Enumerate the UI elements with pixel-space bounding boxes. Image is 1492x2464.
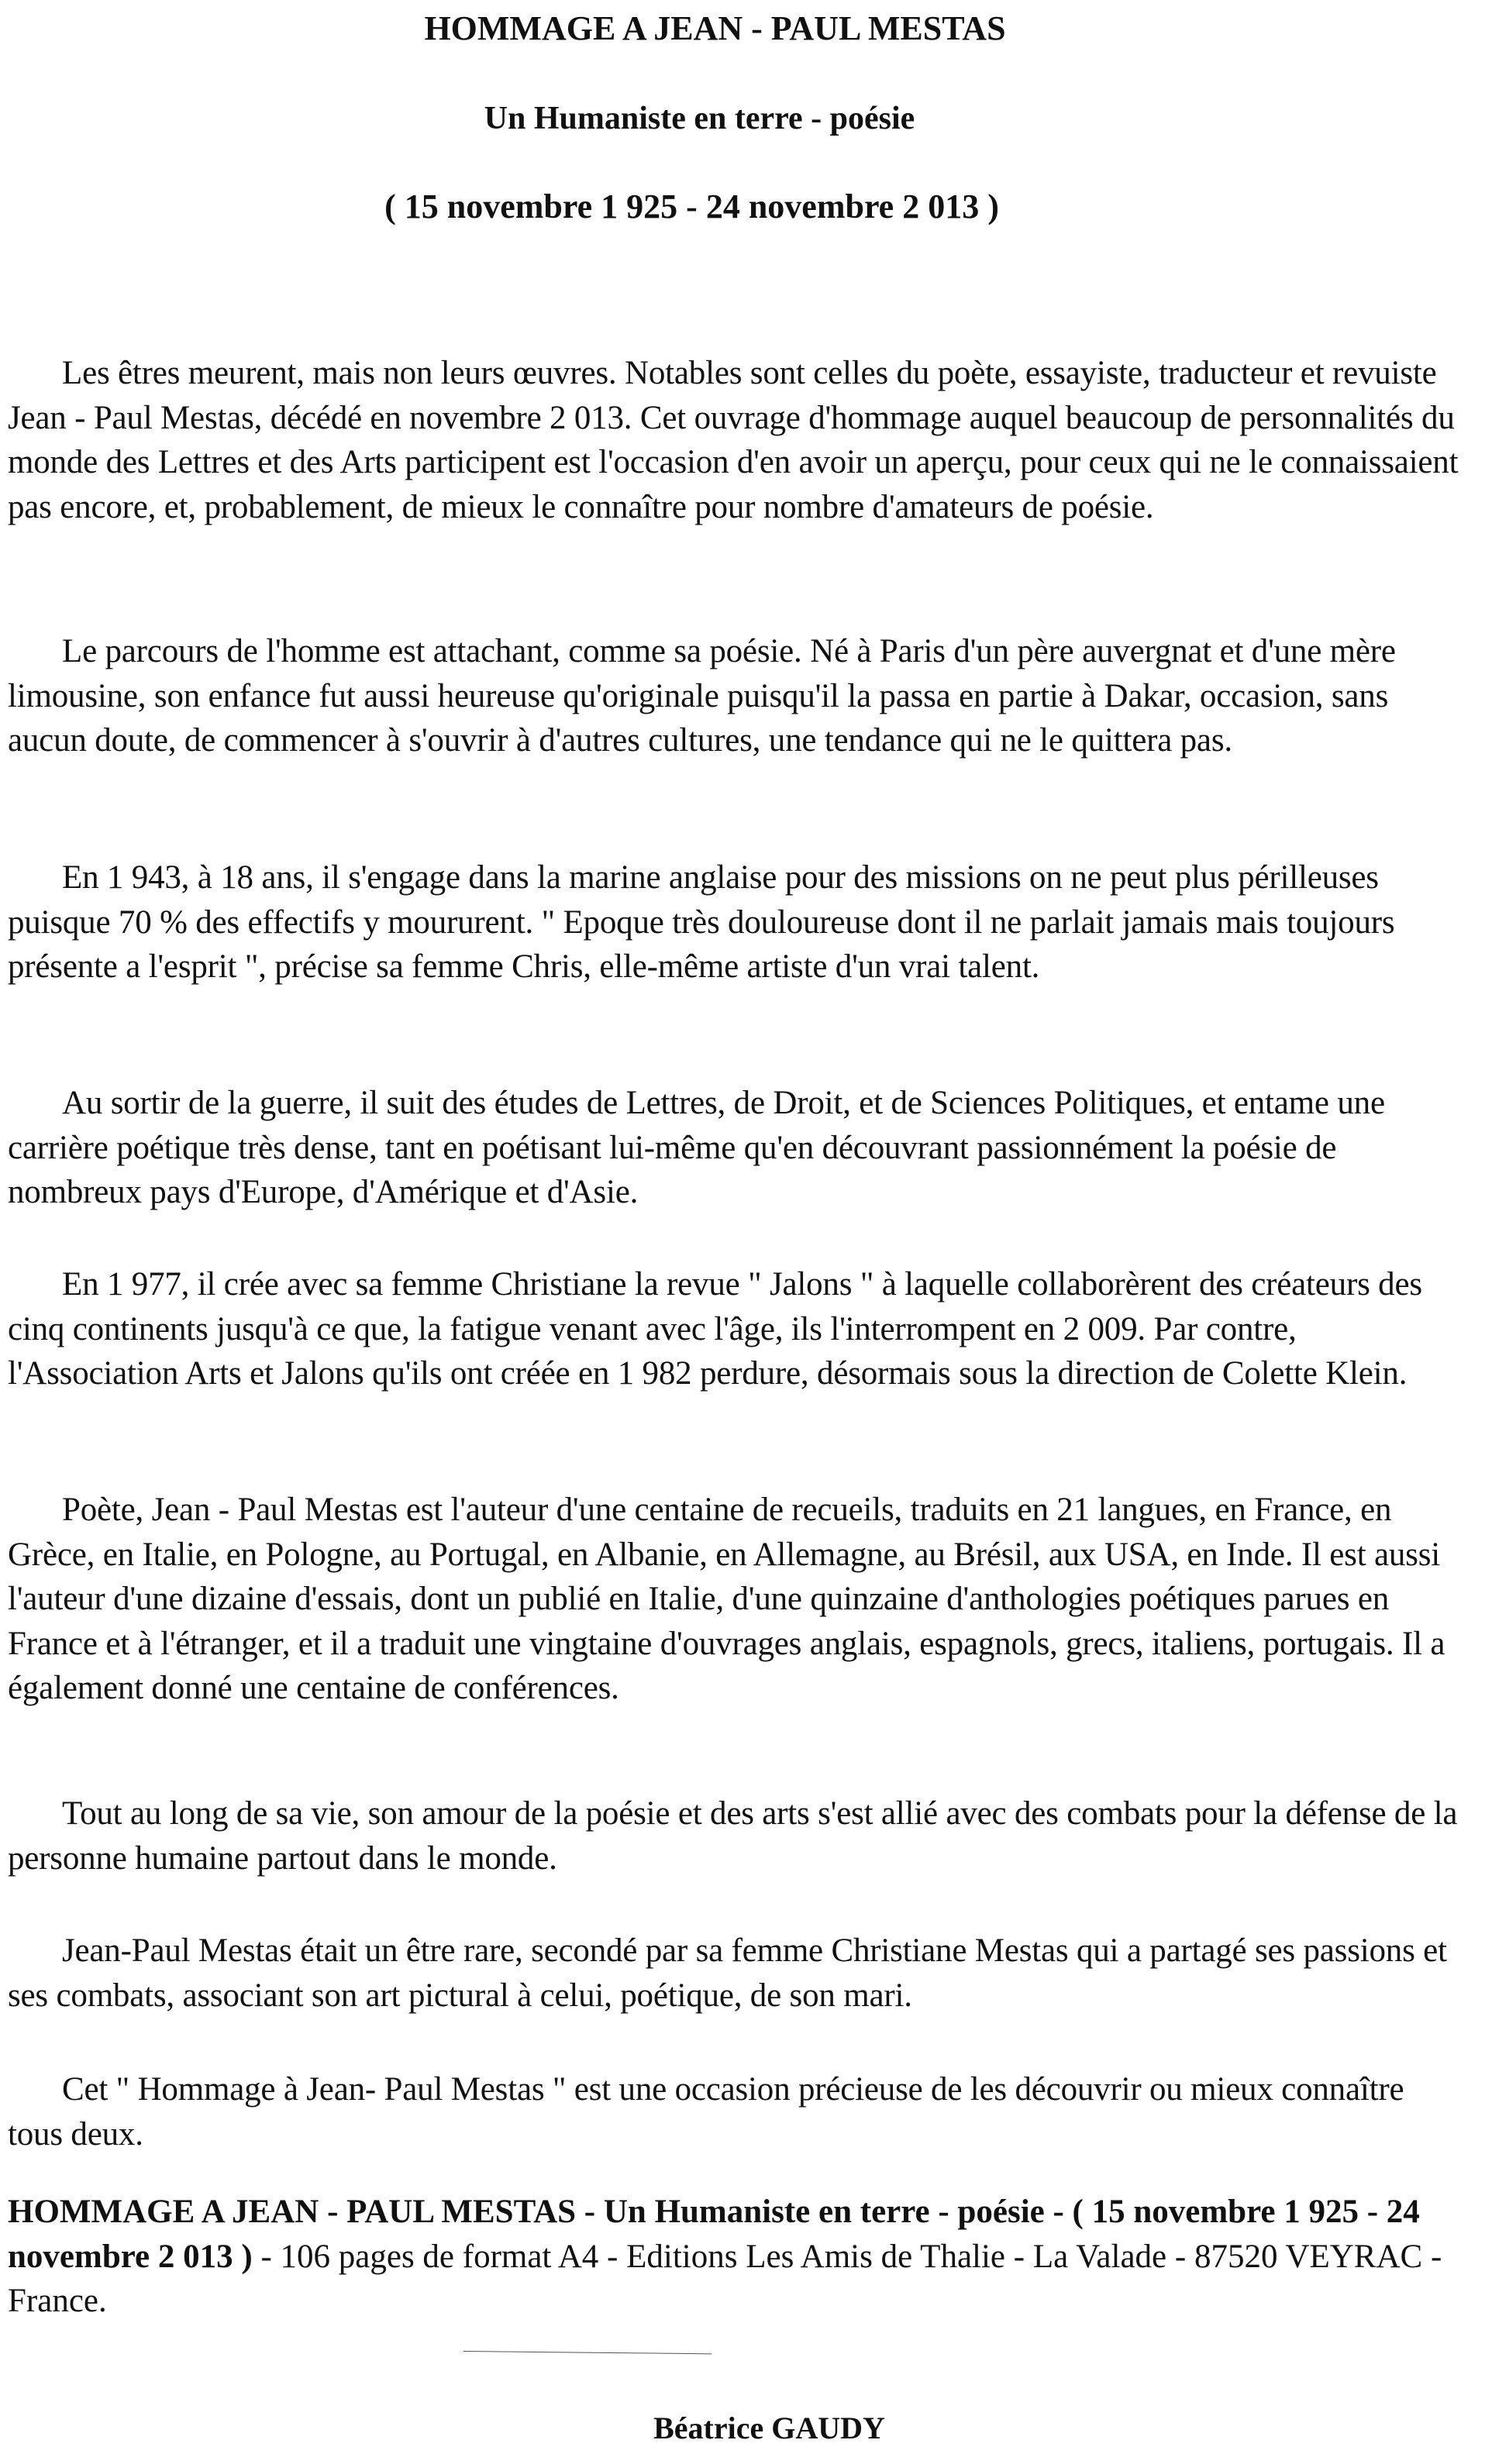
paragraph-combats bbox=[8, 1791, 1465, 1881]
paragraph-jalons bbox=[8, 1262, 1465, 1396]
paragraph-text: Jean-Paul Mestas était un être rare, secondé par sa femme Christiane Mestas qui a partagé ses passions et ses combats, associant son art pictural à celui, poétique, de son mari. bbox=[8, 1932, 1447, 2014]
document-subtitle: Un Humaniste en terre - poésie bbox=[484, 101, 915, 136]
paragraph-intro bbox=[8, 351, 1465, 529]
book-reference bbox=[8, 2190, 1465, 2324]
document-dates: ( 15 novembre 1 925 - 24 novembre 2 013 ) bbox=[384, 188, 999, 225]
paragraph-christiane bbox=[8, 1929, 1465, 2018]
paragraph-war bbox=[8, 855, 1465, 989]
author-signature: Béatrice GAUDY bbox=[653, 2411, 885, 2445]
paragraph-biography bbox=[8, 629, 1465, 763]
paragraph-text: Les êtres meurent, mais non leurs œuvres. Notables sont celles du poète, essayiste, traducteur et revuiste Jean - Paul Mestas, décédé en novembre 2 013. Cet ouvrage d'hommage auquel beaucoup de personnalités du monde des Lettres et des Arts participent est l'occasion d'en avoir un aperçu, pour ceux qui ne le connaissaient pas encore, et, probablement, de mieux le connaître pour nombre d'amateurs de poésie. bbox=[8, 355, 1459, 525]
paragraph-text: Au sortir de la guerre, il suit des études de Lettres, de Droit, et de Sciences Politiques, et entame une carrière poétique très dense, tant en poétisant lui-même qu'en découvrant passionnément la poésie de nombreux pays d'Europe, d'Amérique et d'Asie. bbox=[8, 1085, 1385, 1210]
paragraph-conclusion bbox=[8, 2067, 1465, 2156]
book-reference-details: - 106 pages de format A4 - Editions Les Amis de Thalie - La Valade - 87520 VEYRAC - France. bbox=[8, 2238, 1442, 2319]
paragraph-text: Le parcours de l'homme est attachant, comme sa poésie. Né à Paris d'un père auvergnat et d'une mère limousine, son enfance fut aussi heureuse qu'originale puisqu'il la passa en partie à Dakar, occasion, sans aucun doute, de commencer à s'ouvrir à d'autres cultures, une tendance qui ne le quittera pas. bbox=[8, 633, 1396, 759]
paragraph-text: Tout au long de sa vie, son amour de la poésie et des arts s'est allié avec des combats pour la défense de la personne humaine partout dans le monde. bbox=[8, 1795, 1458, 1877]
paragraph-text: En 1 943, à 18 ans, il s'engage dans la marine anglaise pour des missions on ne peut plus périlleuses puisque 70 % des effectifs y moururent. " Epoque très douloureuse dont il ne parlait jamais mais toujours présente a l'esprit ", précise sa femme Chris, elle-même artiste d'un vrai talent. bbox=[8, 859, 1395, 985]
paragraph-works bbox=[8, 1488, 1465, 1711]
paragraph-text: Cet " Hommage à Jean- Paul Mestas " est une occasion précieuse de les découvrir ou mieux connaître tous deux. bbox=[8, 2071, 1404, 2153]
document-title: HOMMAGE A JEAN - PAUL MESTAS bbox=[424, 9, 1006, 47]
paragraph-studies bbox=[8, 1081, 1465, 1215]
divider-line bbox=[463, 2351, 712, 2354]
paragraph-text: En 1 977, il crée avec sa femme Christiane la revue " Jalons " à laquelle collaborèrent des créateurs des cinq continents jusqu'à ce que, la fatigue venant avec l'âge, ils l'interrompent en 2 009. Par contre, l'Association Arts et Jalons qu'ils ont créée en 1 982 perdure, désormais sous la direction de Colette Klein. bbox=[8, 1266, 1422, 1392]
paragraph-text: Poète, Jean - Paul Mestas est l'auteur d'une centaine de recueils, traduits en 21 langues, en France, en Grèce, en Italie, en Pologne, au Portugal, en Albanie, en Allemagne, au Brésil, aux USA, en Inde. Il est aussi l'auteur d'une dizaine d'essais, dont un publié en Italie, d'une quinzaine d'anthologies poétiques parues en France et à l'étranger, et il a traduit une vingtaine d'ouvrages anglais, espagnols, grecs, italiens, portugais. Il a également donné une centaine de conférences. bbox=[8, 1492, 1445, 1706]
book-reference-title: HOMMAGE A JEAN - PAUL MESTAS - Un Humaniste en terre - poésie - ( 15 novembre 1 925 - 24 novembre 2 013 ) bbox=[8, 2194, 1420, 2275]
